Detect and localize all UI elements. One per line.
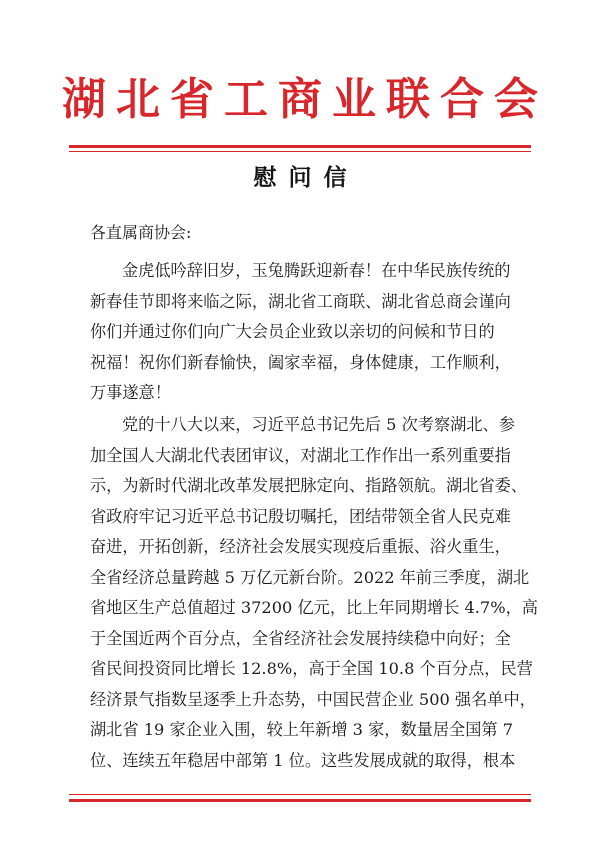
text-line: 全省经济总量跨越 5 万亿元新台阶。2022 年前三季度，湖北 [90, 567, 530, 587]
text-line: 奋进，开拓创新，经济社会发展实现疫后重振、浴火重生， [90, 537, 511, 556]
organization-header: 湖北省工商业联合会 [62, 74, 548, 125]
text-line: 省地区生产总值超过 37200 亿元，比上年同期增长 4.7%，高 [90, 598, 538, 617]
text-line: 万事遂意！ [90, 383, 171, 402]
text-line: 你们并通过你们向广大会员企业致以亲切的问候和节日的 [90, 322, 495, 341]
footer-rule-thin [69, 794, 531, 795]
text-line: 湖北省 19 家企业入围，较上年新增 3 家，数量居全国第 7 [90, 720, 514, 739]
text-line: 经济景气指数呈逐季上升态势，中国民营企业 500 强名单中， [90, 689, 536, 709]
text-line: 党的十八大以来，习近平总书记先后 5 次考察湖北、参 [122, 415, 515, 434]
header-rule-thin [69, 151, 531, 152]
text-line: 祝福！祝你们新春愉快，阖家幸福，身体健康，工作顺利， [90, 352, 511, 372]
footer-rule-thick [69, 799, 531, 802]
text-line: 省民间投资同比增长 12.8%，高于全国 10.8 个百分点，民营 [90, 659, 533, 678]
header-rule-thick [69, 145, 531, 148]
paragraph-achievements [90, 410, 538, 776]
text-line: 位、连续五年稳居中部第 1 位。这些发展成就的取得，根本 [90, 750, 516, 770]
paragraph-greeting [90, 256, 522, 409]
text-line: 金虎低吟辞旧岁，玉兔腾跃迎新春！在中华民族传统的 [122, 261, 511, 280]
text-line: 示，为新时代湖北改革发展把脉定向、指路领航。湖北省委、 [90, 476, 528, 495]
text-line: 省政府牢记习近平总书记殷切嘱托，团结带领全省人民克难 [90, 506, 511, 526]
text-line: 加全国人大湖北代表团审议，对湖北工作作出一系列重要指 [90, 445, 511, 465]
salutation: 各直属商协会: [90, 223, 192, 242]
text-line: 新春佳节即将来临之际，湖北省工商联、湖北省总商会谨向 [90, 291, 511, 311]
text-line: 于全国近两个百分点，全省经济社会发展持续稳中向好；全 [90, 628, 511, 648]
letter-title: 慰问信 [253, 164, 359, 191]
